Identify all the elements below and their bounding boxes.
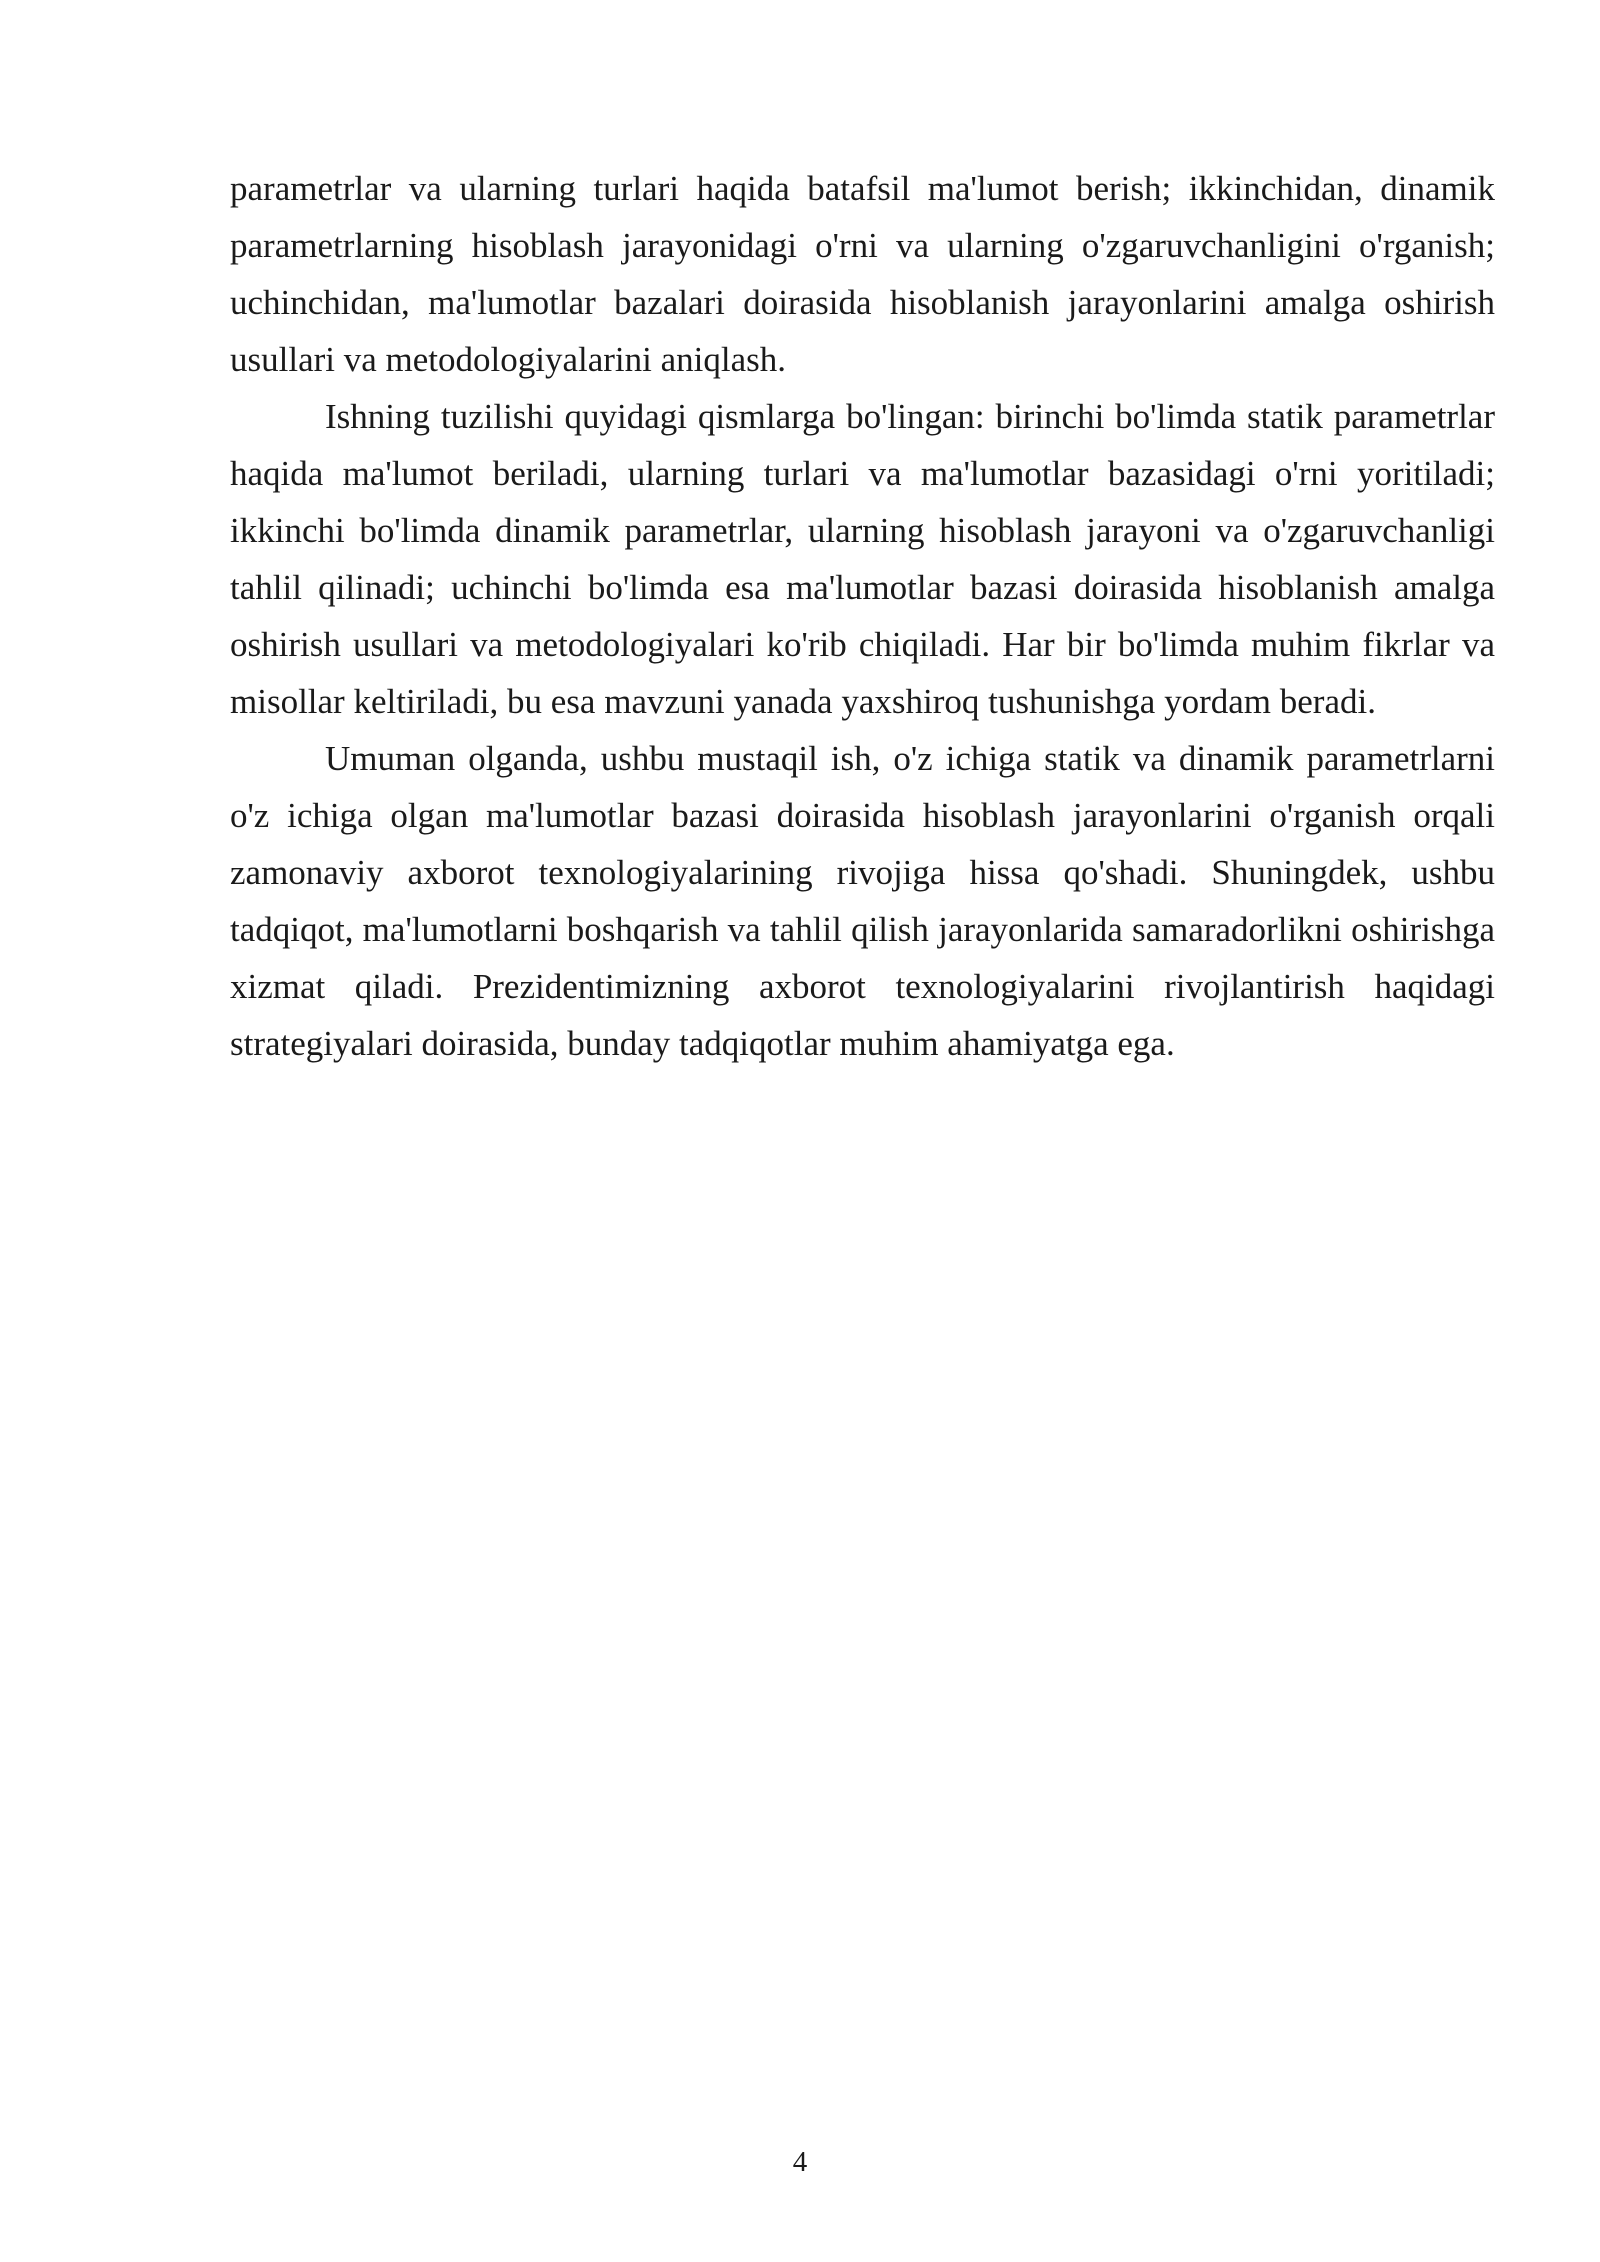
paragraph-continuation: parametrlar va ularning turlari haqida batafsil ma'lumot berish; ikkinchidan, dinamik parametrlarning hisoblash jarayonidagi o'rni va ularning o'zgaruvchanligini o'rganish; uchinchidan, ma'lumotlar bazalari doirasida hisoblanish jarayonlarini amalga oshirish usullari va metodologiyalarini aniqlash. [230, 169, 1495, 379]
body-text [230, 160, 1495, 1072]
paragraph-conclusion: Umuman olganda, ushbu mustaqil ish, o'z ichiga statik va dinamik parametrlarni o'z ichiga olgan ma'lumotlar bazasi doirasida hisoblash jarayonlarini o'rganish orqali zamonaviy axborot texnologiyalarining rivojiga hissa qo'shadi. Shuningdek, ushbu tadqiqot, ma'lumotlarni boshqarish va tahlil qilish jarayonlarida samaradorlikni oshirishga xizmat qiladi. Prezidentimizning axborot texnologiyalarini rivojlantirish haqidagi strategiyalari doirasida, bunday tadqiqotlar muhim ahamiyatga ega. [230, 739, 1495, 1063]
page-number: 4 [792, 2146, 808, 2178]
paragraph-structure: Ishning tuzilishi quyidagi qismlarga bo'lingan: birinchi bo'limda statik parametrlar haqida ma'lumot beriladi, ularning turlari va ma'lumotlar bazasidagi o'rni yoritiladi; ikkinchi bo'limda dinamik parametrlar, ularning hisoblash jarayoni va o'zgaruvchanligi tahlil qilinadi; uchinchi bo'limda esa ma'lumotlar bazasi doirasida hisoblanish amalga oshirish usullari va metodologiyalari ko'rib chiqiladi. Har bir bo'limda muhim fikrlar va misollar keltiriladi, bu esa mavzuni yanada yaxshiroq tushunishga yordam beradi. [230, 397, 1495, 721]
